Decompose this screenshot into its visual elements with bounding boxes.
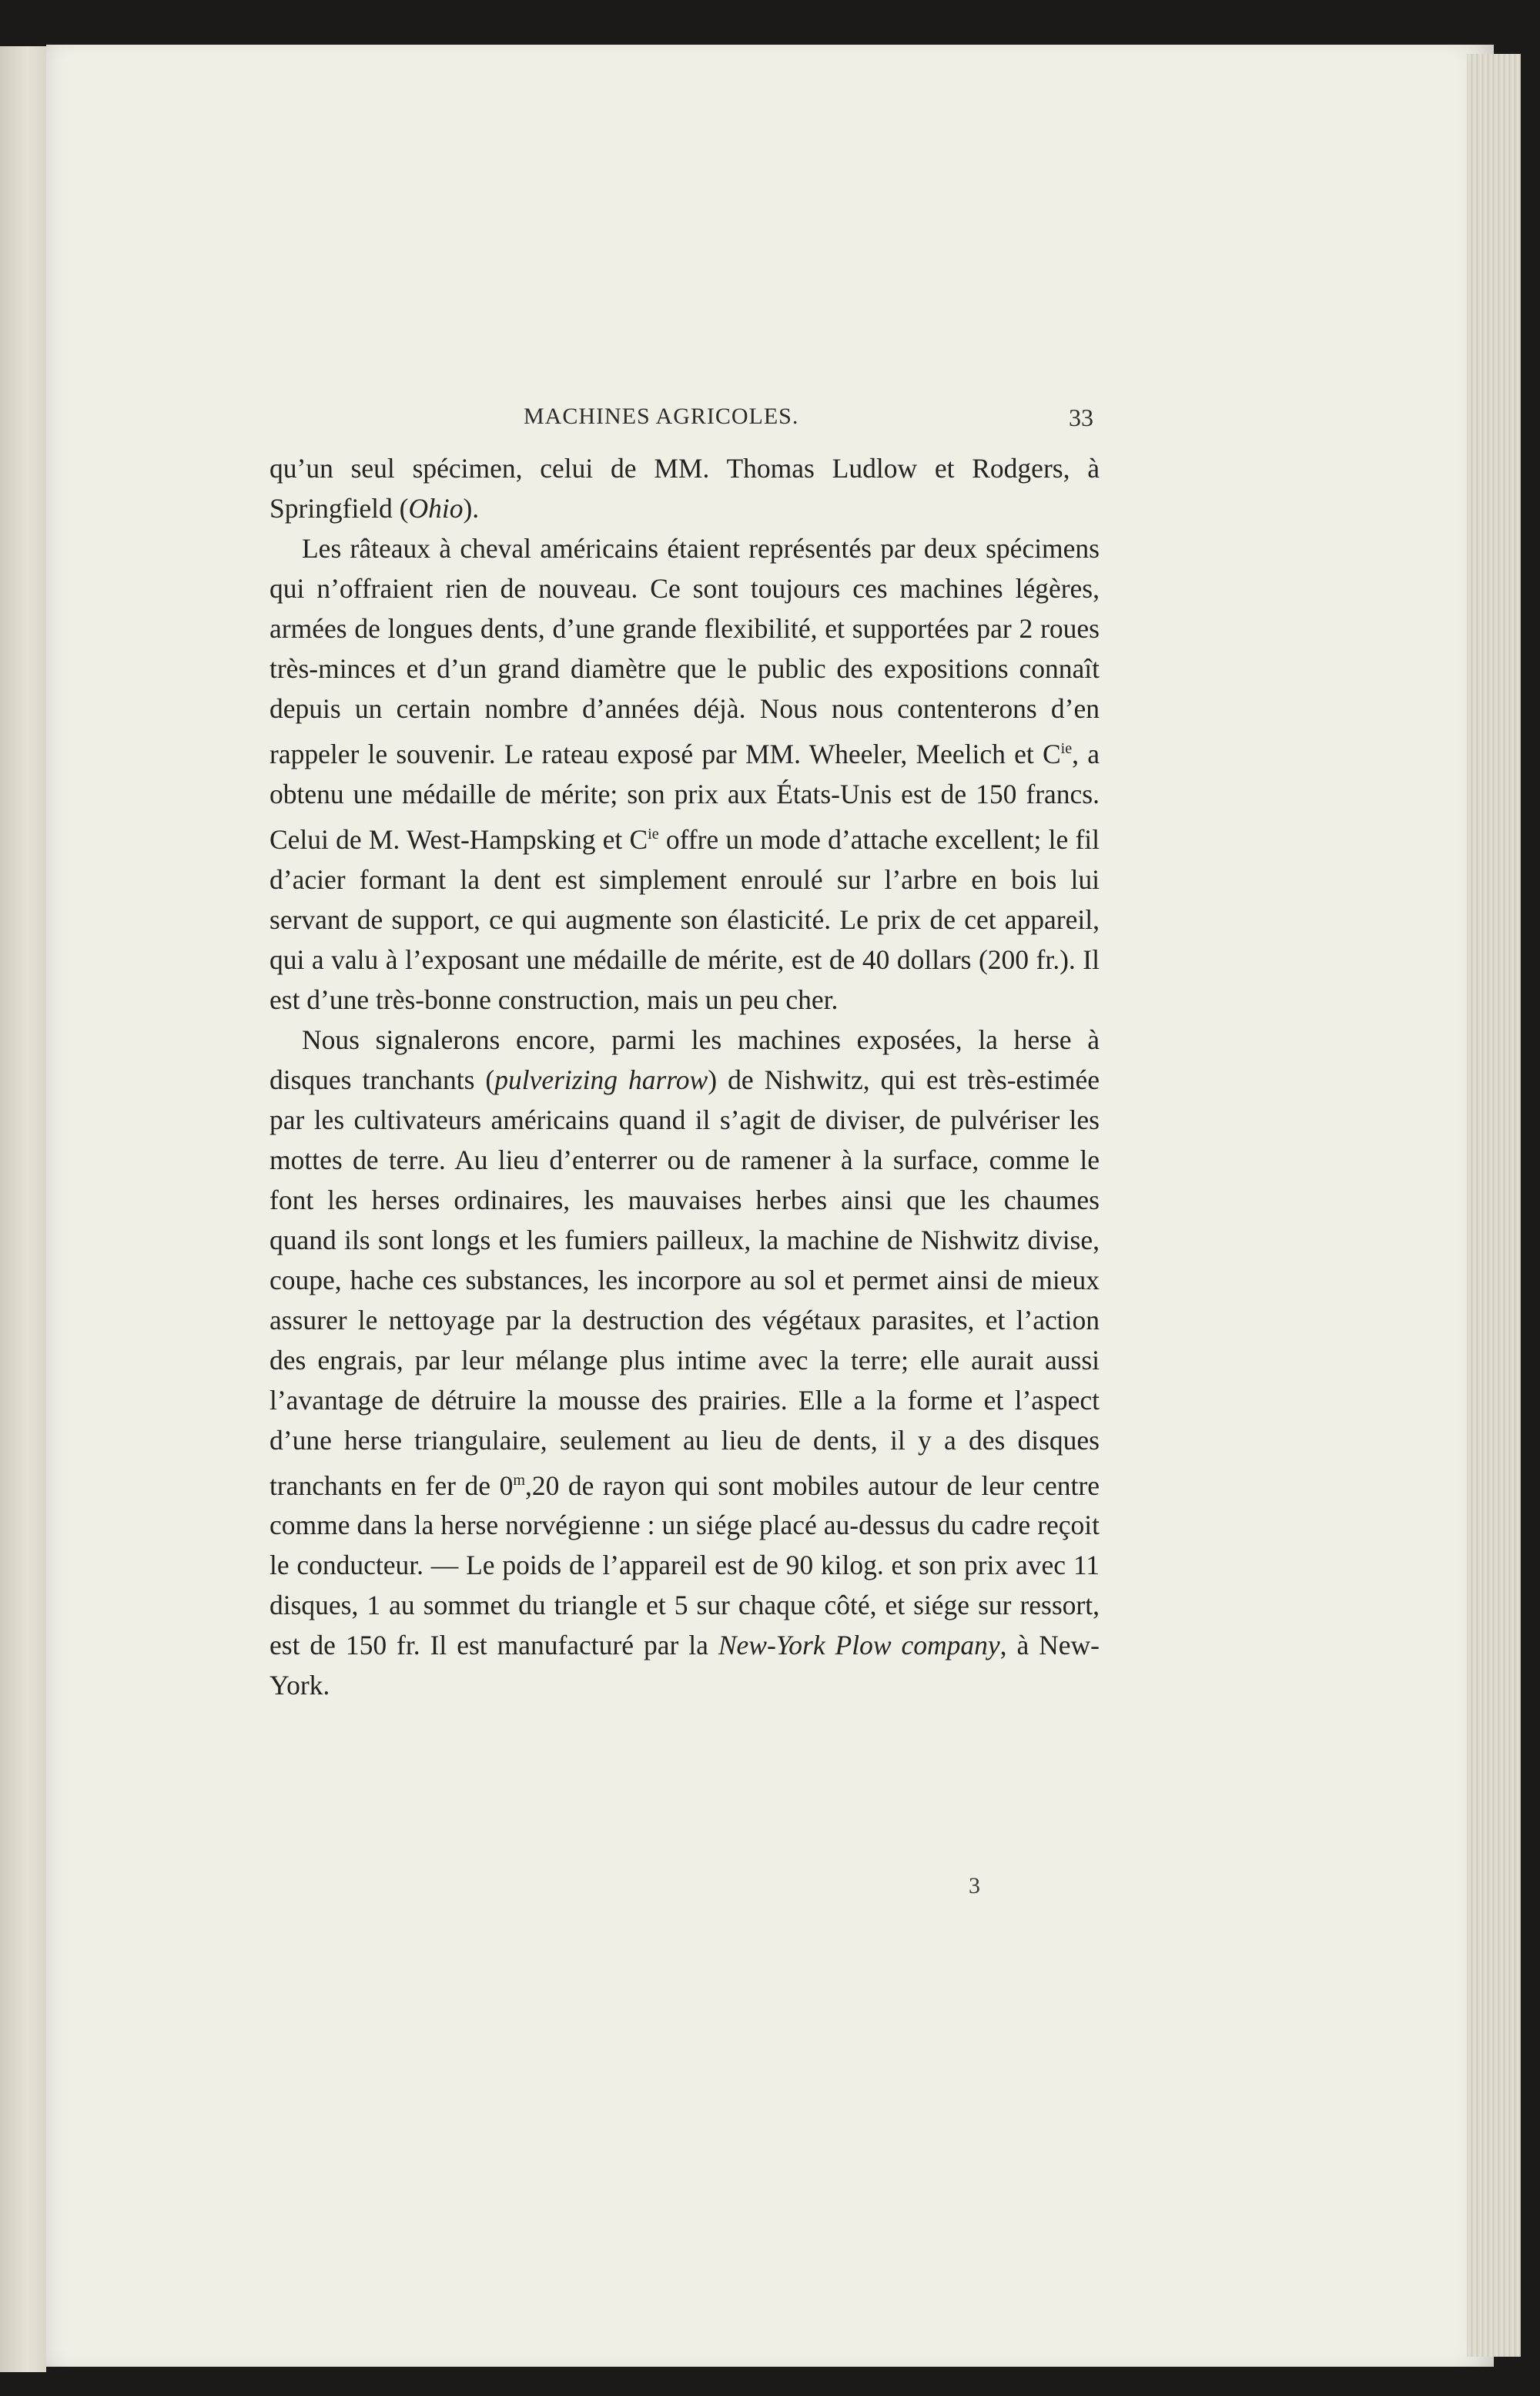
superscript-ie-2: ie [648, 825, 659, 843]
paragraph-3-text-d: , à New-York. [270, 1630, 1100, 1701]
page-stack-edge [1467, 54, 1521, 2357]
paragraph-3-italic-b: New-York Plow company [718, 1630, 1000, 1661]
paragraph-3 [270, 1020, 1100, 1706]
paragraph-2-text-a: Les râteaux à cheval américains étaient représentés par deux spécimens qui n’offraient rien de nouveau. Ce sont toujours ces machines légères, armées de longues dents, d’une grande flexibilité, et supportées par 2 roues très-minces et d’un grand diamètre que le public des expositions connaît depuis un certain nombre d’années déjà. Nous nous contenterons d’en rappeler le souvenir. Le rateau exposé par MM. Wheeler, Meelich et C [270, 533, 1100, 769]
paragraph-2 [270, 528, 1100, 1020]
page-number: 33 [1069, 404, 1093, 431]
paragraph-3-text-c: ,20 de rayon qui sont mobiles autour de leur centre comme dans la herse norvégienne : un siége placé au-dessus du cadre reçoit le conducteur. — Le poids de l’appareil est de 90 kilog. et son prix avec 11 disques, 1 au sommet du triangle et 5 sur chaque côté, et siége sur ressort, est de 150 fr. Il est manufacturé par la [270, 1469, 1100, 1661]
superscript-ie-1: ie [1060, 740, 1073, 757]
left-page-edge [0, 46, 46, 2372]
body-text [270, 448, 1100, 1705]
paragraph-1-italic: Ohio [408, 493, 464, 524]
running-title: MACHINES AGRICOLES. [524, 404, 799, 429]
paragraph-3-italic-a: pulverizing harrow [494, 1064, 708, 1095]
paragraph-2-text-c: offre un mode d’attache excellent; le fil d’acier formant la dent est simplement enroulé sur l’arbre en bois lui servant de support, ce qui augmente son élasticité. Le prix de cet appareil, qui a valu à l’exposant une médaille de mérite, est de 40 dollars (200 fr.). Il est d’une très-bonne construction, mais un peu cher. [270, 823, 1100, 1015]
superscript-m: m [513, 1471, 525, 1489]
paragraph-3-text-b: ) de Nishwitz, qui est très-estimée par les cultivateurs américains quand il s’agit de diviser, de pulvériser les mottes de terre. Au lieu d’enterrer ou de ramener à la surface, comme le font les herses ordinaires, les mauvaises herbes ainsi que les chaumes quand ils sont longs et les fumiers pailleux, la machine de Nishwitz divise, coupe, hache ces substances, les incorpore au sol et permet ainsi de mieux assurer le nettoyage par la destruction des végétaux parasites, et l’action des engrais, par leur mélange plus intime avec la terre; elle aurait aussi l’avantage de détruire la mousse des prairies. Elle a la forme et l’aspect d’une herse triangulaire, seulement au lieu de dents, il y a des disques tranchants en fer de 0 [270, 1064, 1100, 1501]
page-header [277, 400, 1093, 439]
signature-mark: 3 [969, 1873, 980, 1898]
paragraph-1-text-b: ). [463, 493, 480, 524]
paragraph-3-text-a: Nous signalerons encore, parmi les machines exposées, la herse à disques tranchants ( [270, 1024, 1100, 1095]
paragraph-1 [270, 448, 1100, 528]
paragraph-2-text-b: , a obtenu une médaille de mérite; son prix aux États-Unis est de 150 francs. Celui de M. West-Hampsking et C [270, 738, 1100, 855]
paragraph-1-text-a: qu’un seul spécimen, celui de MM. Thomas Ludlow et Rodgers, à Springfield ( [270, 453, 1100, 524]
